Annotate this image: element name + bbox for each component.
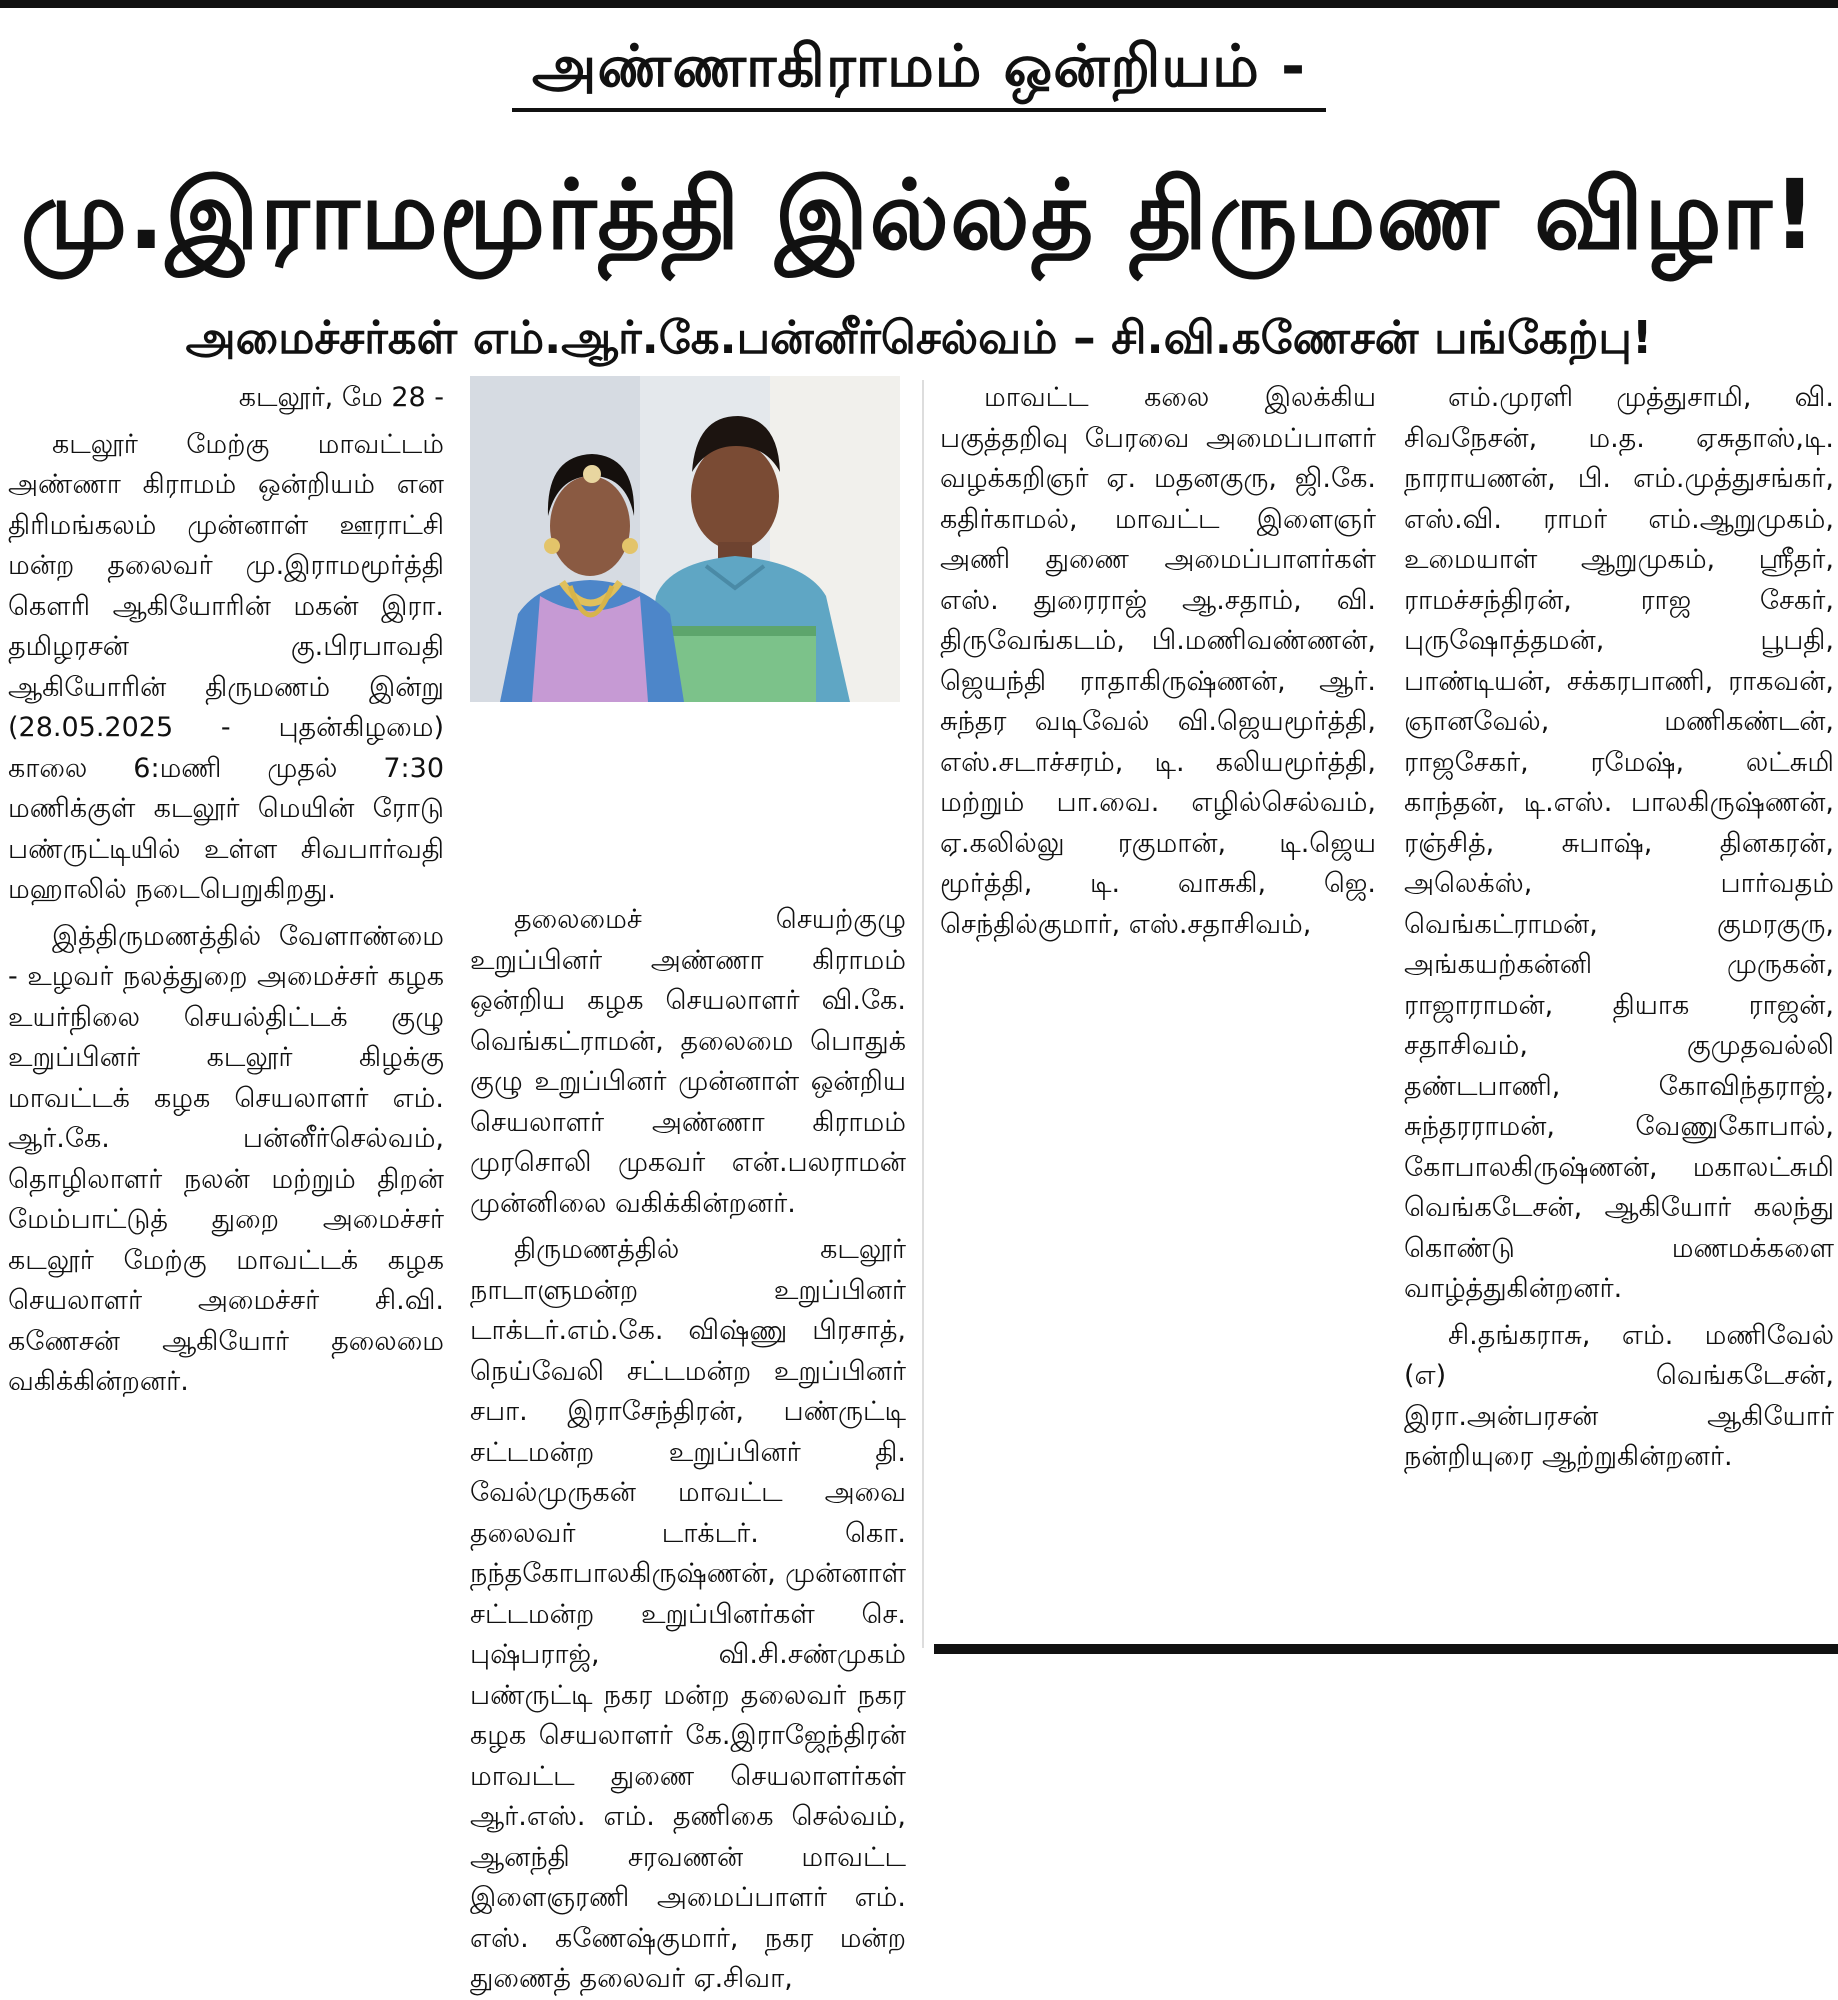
subheadline: அமைச்சர்கள் எம்.ஆர்.கே.பன்னீர்செல்வம் – சி.வி.கணேசன் பங்கேற்பு! xyxy=(185,311,1653,364)
column-4 xyxy=(1404,378,1834,1598)
top-rule xyxy=(0,0,1838,8)
paragraph-6: எம்.முரளி முத்துசாமி, வி. சிவநேசன், ம.த. ஏசுதாஸ்,டி. நாராயணன், பி. எம்.முத்துசங்கர், எஸ்.வி. ராமர் எம்.ஆறுமுகம், உமையாள் ஆறுமுகம், ஸ்ரீதர், ராமச்சந்திரன், ராஜ சேகர், புருஷோத்தமன், பூபதி, பாண்டியன், சக்கரபாணி, ராகவன், ஞானவேல், மணிகண்டன், ராஜசேகர், ரமேஷ், லட்சுமி காந்தன், டி.எஸ். பாலகிருஷ்ணன், ரஞ்சித், சுபாஷ், தினகரன், அலெக்ஸ், பார்வதம் வெங்கட்ராமன், குமரகுரு, அங்கயற்கன்னி முருகன், ராஜாராமன், தியாக ராஜன், சதாசிவம், குமுதவல்லி தண்டபாணி, கோவிந்தராஜ், சுந்தரராமன், வேணுகோபால், கோபாலகிருஷ்ணன், மகாலட்சுமி வெங்கடேசன், ஆகியோர் கலந்து கொண்டு மணமக்களை வாழ்த்துகின்றனர். xyxy=(1404,382,1834,1304)
dateline: கடலூர், மே 28 - xyxy=(238,382,444,413)
kicker: அண்ணாகிராமம் ஒன்றியம் - xyxy=(512,28,1326,112)
paragraph-7: சி.தங்கராசு, எம். மணிவேல் (எ) வெங்கடேசன், இரா.அன்பரசன் ஆகியோர் நன்றியுரை ஆற்றுகின்றனர். xyxy=(1404,1319,1834,1472)
paragraph-1: கடலூர் மேற்கு மாவட்டம் அண்ணா கிராமம் ஒன்றியம் என திரிமங்கலம் முன்னாள் ஊராட்சி மன்ற தலைவர் மு.இராமமூர்த்தி கௌரி ஆகியோரின் மகன் இரா. தமிழரசன் கு.பிரபாவதி ஆகியோரின் திருமணம் இன்று (28.05.2025 - புதன்கிழமை) காலை 6:மணி முதல் 7:30 மணிக்குள் கடலூர் மெயின் ரோடு பண்ருட்டியில் உள்ள சிவபார்வதி மஹாலில் நடைபெறுகிறது. xyxy=(8,428,444,905)
paragraph-3: தலைமைச் செயற்குழு உறுப்பினர் அண்ணா கிராமம் ஒன்றிய கழக செயலாளர் வி.கே. வெங்கட்ராமன், தலைமை பொதுக் குழு உறுப்பினர் முன்னாள் ஒன்றிய செயலாளர் அண்ணா கிராமம் முரசொலி முகவர் என்.பலராமன் முன்னிலை வகிக்கின்றனர். xyxy=(470,904,906,1219)
wedding-couple-photo xyxy=(470,376,900,702)
headline: மு.இராமமூர்த்தி இல்லத் திருமண விழா! xyxy=(20,159,1818,271)
column-2 xyxy=(470,900,906,1994)
kicker-container xyxy=(0,28,1838,112)
bottom-rule xyxy=(934,1644,1838,1654)
column-1 xyxy=(8,378,444,1648)
column-divider xyxy=(922,380,924,1648)
paragraph-5: மாவட்ட கலை இலக்கிய பகுத்தறிவு பேரவை அமைப்பாளர் வழக்கறிஞர் ஏ. மதனகுரு, ஜி.கே. கதிர்காமல், மாவட்ட இளைஞர் அணி துணை அமைப்பாளர்கள் எஸ். துரைராஜ் ஆ.சதாம், வி. திருவேங்கடம், பி.மணிவண்ணன், ஜெயந்தி ராதாகிருஷ்ணன், ஆர். சுந்தர வடிவேல் வி.ஜெயமூர்த்தி, எஸ்.சடாச்சரம், டி. கலியமூர்த்தி, மற்றும் பா.வை. எழில்செல்வம், ஏ.கலில்லு ரகுமான், டி.ஜெய மூர்த்தி, டி. வாசுகி, ஜெ. செந்தில்குமார், எஸ்.சதாசிவம், xyxy=(940,382,1376,940)
photo-illustration xyxy=(470,376,900,702)
paragraph-2: இத்திருமணத்தில் வேளாண்மை - உழவர் நலத்துறை அமைச்சர் கழக உயர்நிலை செயல்திட்டக் குழு உறுப்பினர் கடலூர் கிழக்கு மாவட்டக் கழக செயலாளர் எம். ஆர்.கே. பன்னீர்செல்வம், தொழிலாளர் நலன் மற்றும் திறன் மேம்பாட்டுத் துறை அமைச்சர் கடலூர் மேற்கு மாவட்டக் கழக செயலாளர் அமைச்சர் சி.வி. கணேசன் ஆகியோர் தலைமை வகிக்கின்றனர். xyxy=(8,920,444,1397)
paragraph-4: திருமணத்தில் கடலூர் நாடாளுமன்ற உறுப்பினர் டாக்டர்.எம்.கே. விஷ்ணு பிரசாத், நெய்வேலி சட்டமன்ற உறுப்பினர் சபா. இராசேந்திரன், பண்ருட்டி சட்டமன்ற உறுப்பினர் தி. வேல்முருகன் மாவட்ட அவை தலைவர் டாக்டர். கொ. நந்தகோபாலகிருஷ்ணன், முன்னாள் சட்டமன்ற உறுப்பினர்கள் செ. புஷ்பராஜ், வி.சி.சண்முகம் பண்ருட்டி நகர மன்ற தலைவர் நகர கழக செயலாளர் கே.இராஜேந்திரன் மாவட்ட துணை செயலாளர்கள் ஆர்.எஸ். எம். தணிகை செல்வம், ஆனந்தி சரவணன் மாவட்ட இளைஞரணி அமைப்பாளர் எம். எஸ். கணேஷ்குமார், நகர மன்ற துணைத் தலைவர் ஏ.சிவா, xyxy=(470,1234,906,1994)
column-3 xyxy=(940,378,1376,1618)
